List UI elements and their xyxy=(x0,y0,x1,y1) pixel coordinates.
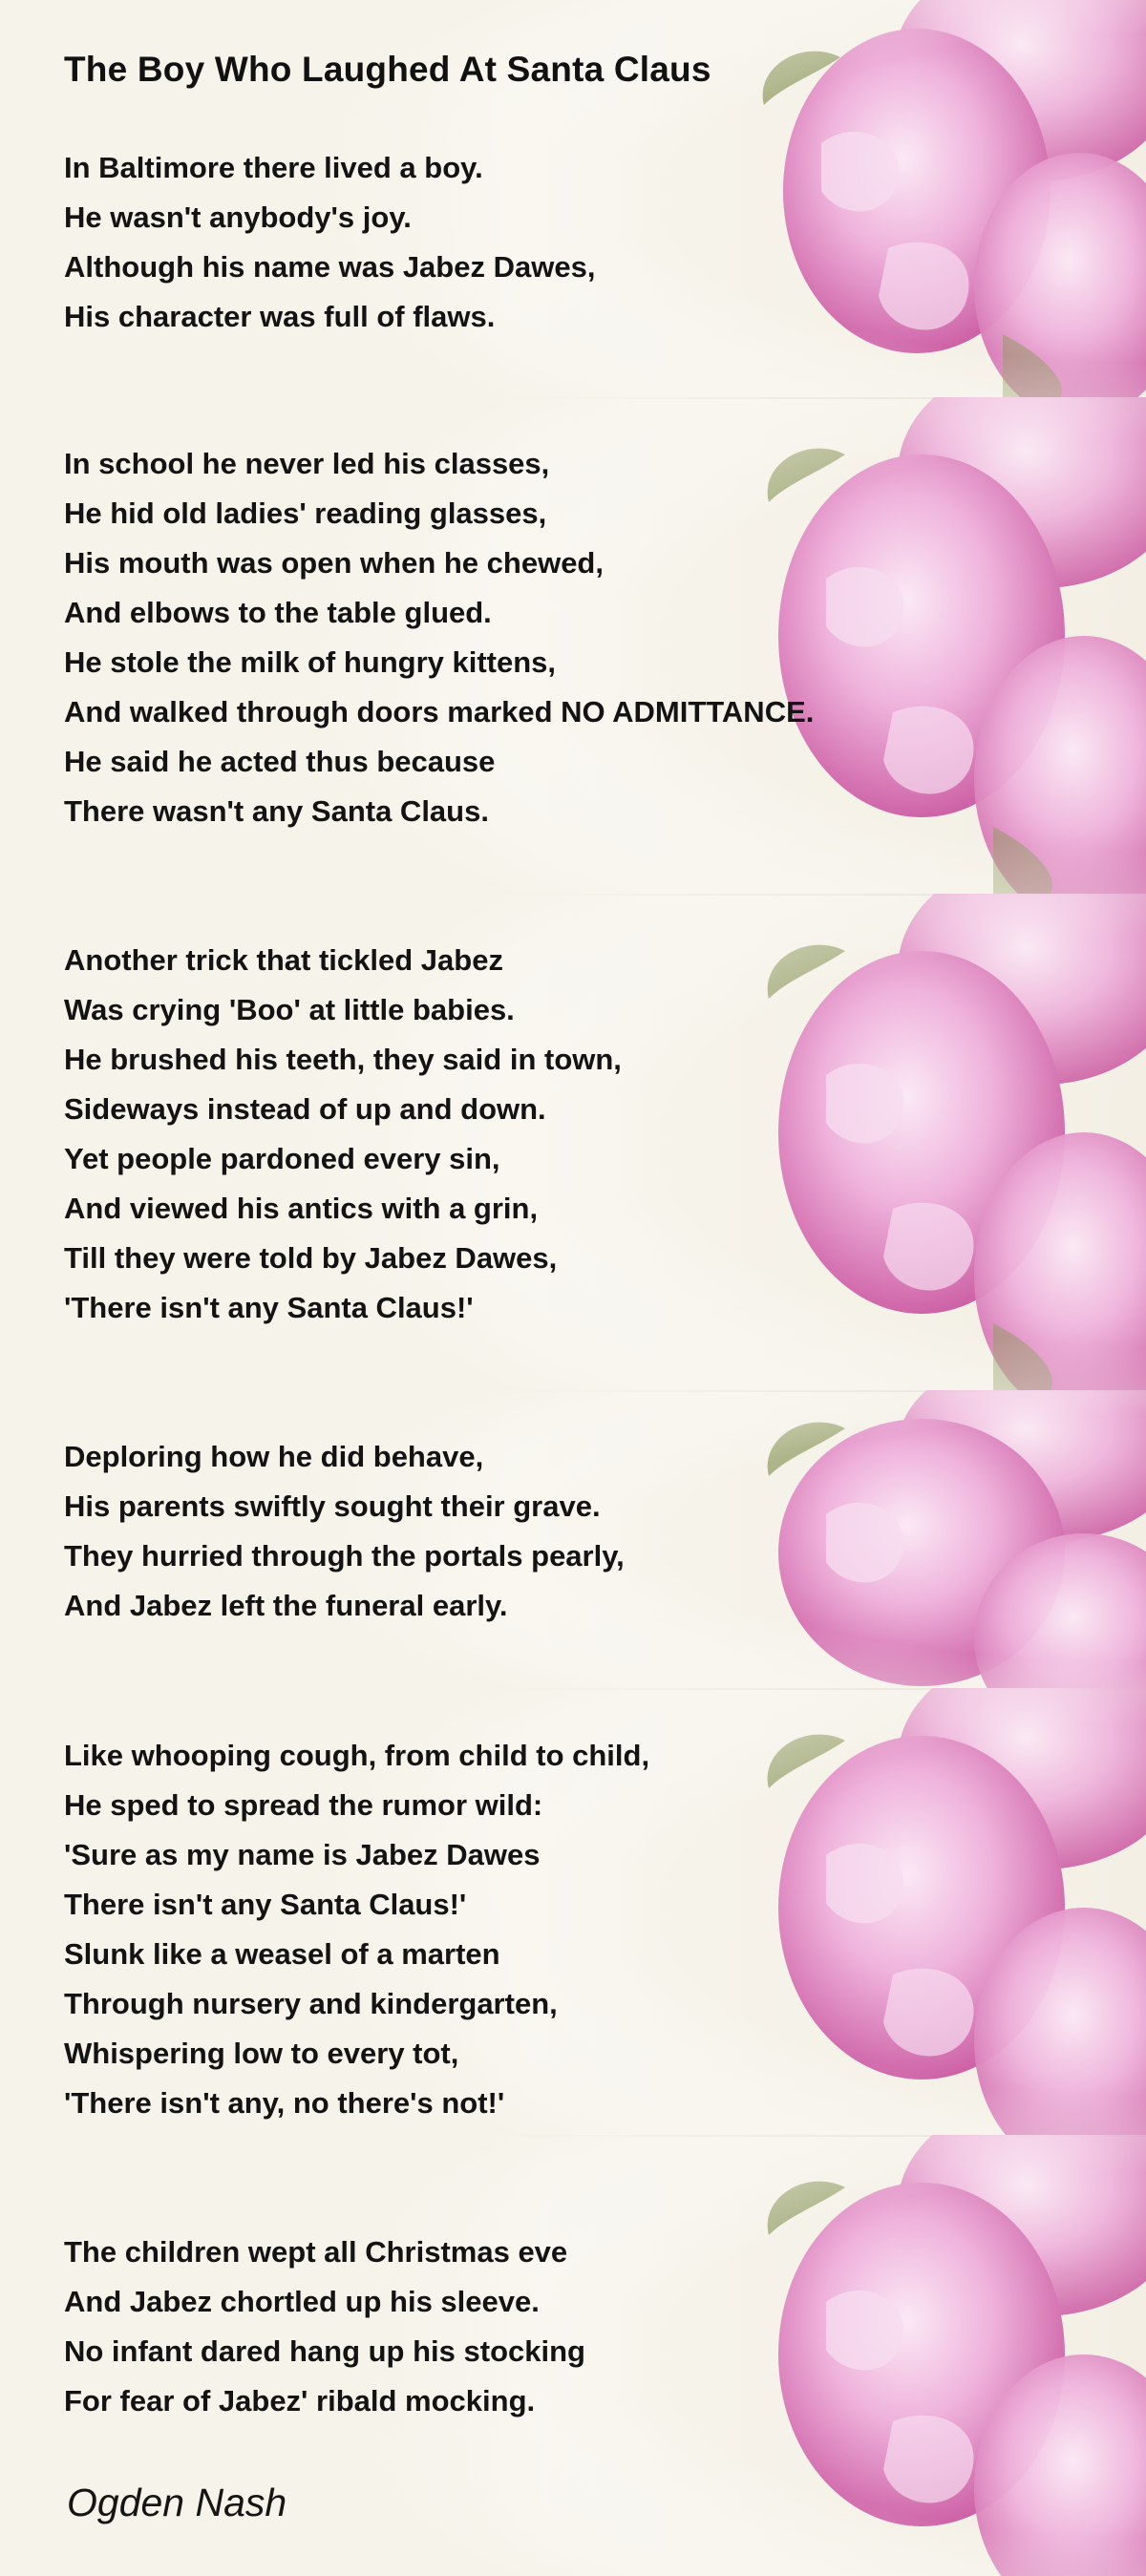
poem-line: No infant dared hang up his stocking xyxy=(64,2334,585,2368)
poem-line: Whispering low to every tot, xyxy=(64,2037,459,2070)
poem-author: Ogden Nash xyxy=(67,2481,287,2524)
stanza-4 xyxy=(64,1432,625,1631)
poem-line: He wasn't anybody's joy. xyxy=(64,201,412,234)
poem-line: There wasn't any Santa Claus. xyxy=(64,794,489,828)
poem-line: He said he acted thus because xyxy=(64,745,496,778)
poem-line: 'There isn't any Santa Claus!' xyxy=(64,1291,474,1324)
poem-line: His mouth was open when he chewed, xyxy=(64,546,604,580)
poem-line: Sideways instead of up and down. xyxy=(64,1092,546,1126)
stanza-3 xyxy=(64,936,622,1333)
poem-line: And walked through doors marked NO ADMITTANCE. xyxy=(64,695,815,728)
poem-line: He brushed his teeth, they said in town, xyxy=(64,1043,622,1076)
poem-line: His parents swiftly sought their grave. xyxy=(64,1489,601,1523)
poem-line: And Jabez left the funeral early. xyxy=(64,1589,508,1622)
poem-line: And elbows to the table glued. xyxy=(64,596,492,629)
poem-line: In school he never led his classes, xyxy=(64,447,550,480)
poem-line: Yet people pardoned every sin, xyxy=(64,1142,500,1175)
poem-line: His character was full of flaws. xyxy=(64,300,496,333)
poem-line: In Baltimore there lived a boy. xyxy=(64,151,483,184)
poem-line: There isn't any Santa Claus!' xyxy=(64,1888,467,1921)
poem-line: Another trick that tickled Jabez xyxy=(64,943,503,977)
poem-line: For fear of Jabez' ribald mocking. xyxy=(64,2384,536,2418)
poem-line: Through nursery and kindergarten, xyxy=(64,1987,558,2020)
poem-line: Although his name was Jabez Dawes, xyxy=(64,250,596,284)
poem-line: The children wept all Christmas eve xyxy=(64,2235,568,2269)
poem-line: He sped to spread the rumor wild: xyxy=(64,1788,543,1822)
stanza-6 xyxy=(64,2228,585,2426)
poem-line: They hurried through the portals pearly, xyxy=(64,1539,625,1573)
poem-line: Till they were told by Jabez Dawes, xyxy=(64,1241,558,1275)
stanza-5 xyxy=(64,1731,649,2128)
poem-title: The Boy Who Laughed At Santa Claus xyxy=(64,50,711,89)
poem-line: 'There isn't any, no there's not!' xyxy=(64,2086,505,2120)
poem-line: Like whooping cough, from child to child, xyxy=(64,1739,650,1772)
poem-line: Slunk like a weasel of a marten xyxy=(64,1937,500,1971)
stanza-1 xyxy=(64,143,595,342)
stanza-2 xyxy=(64,439,814,836)
poem-line: He stole the milk of hungry kittens, xyxy=(64,645,557,679)
poem-line: 'Sure as my name is Jabez Dawes xyxy=(64,1838,541,1871)
poem-line: He hid old ladies' reading glasses, xyxy=(64,496,547,530)
poem-line: Deploring how he did behave, xyxy=(64,1440,484,1473)
poem-line: And Jabez chortled up his sleeve. xyxy=(64,2285,540,2318)
poem-line: Was crying 'Boo' at little babies. xyxy=(64,993,515,1026)
poem-line: And viewed his antics with a grin, xyxy=(64,1192,539,1225)
